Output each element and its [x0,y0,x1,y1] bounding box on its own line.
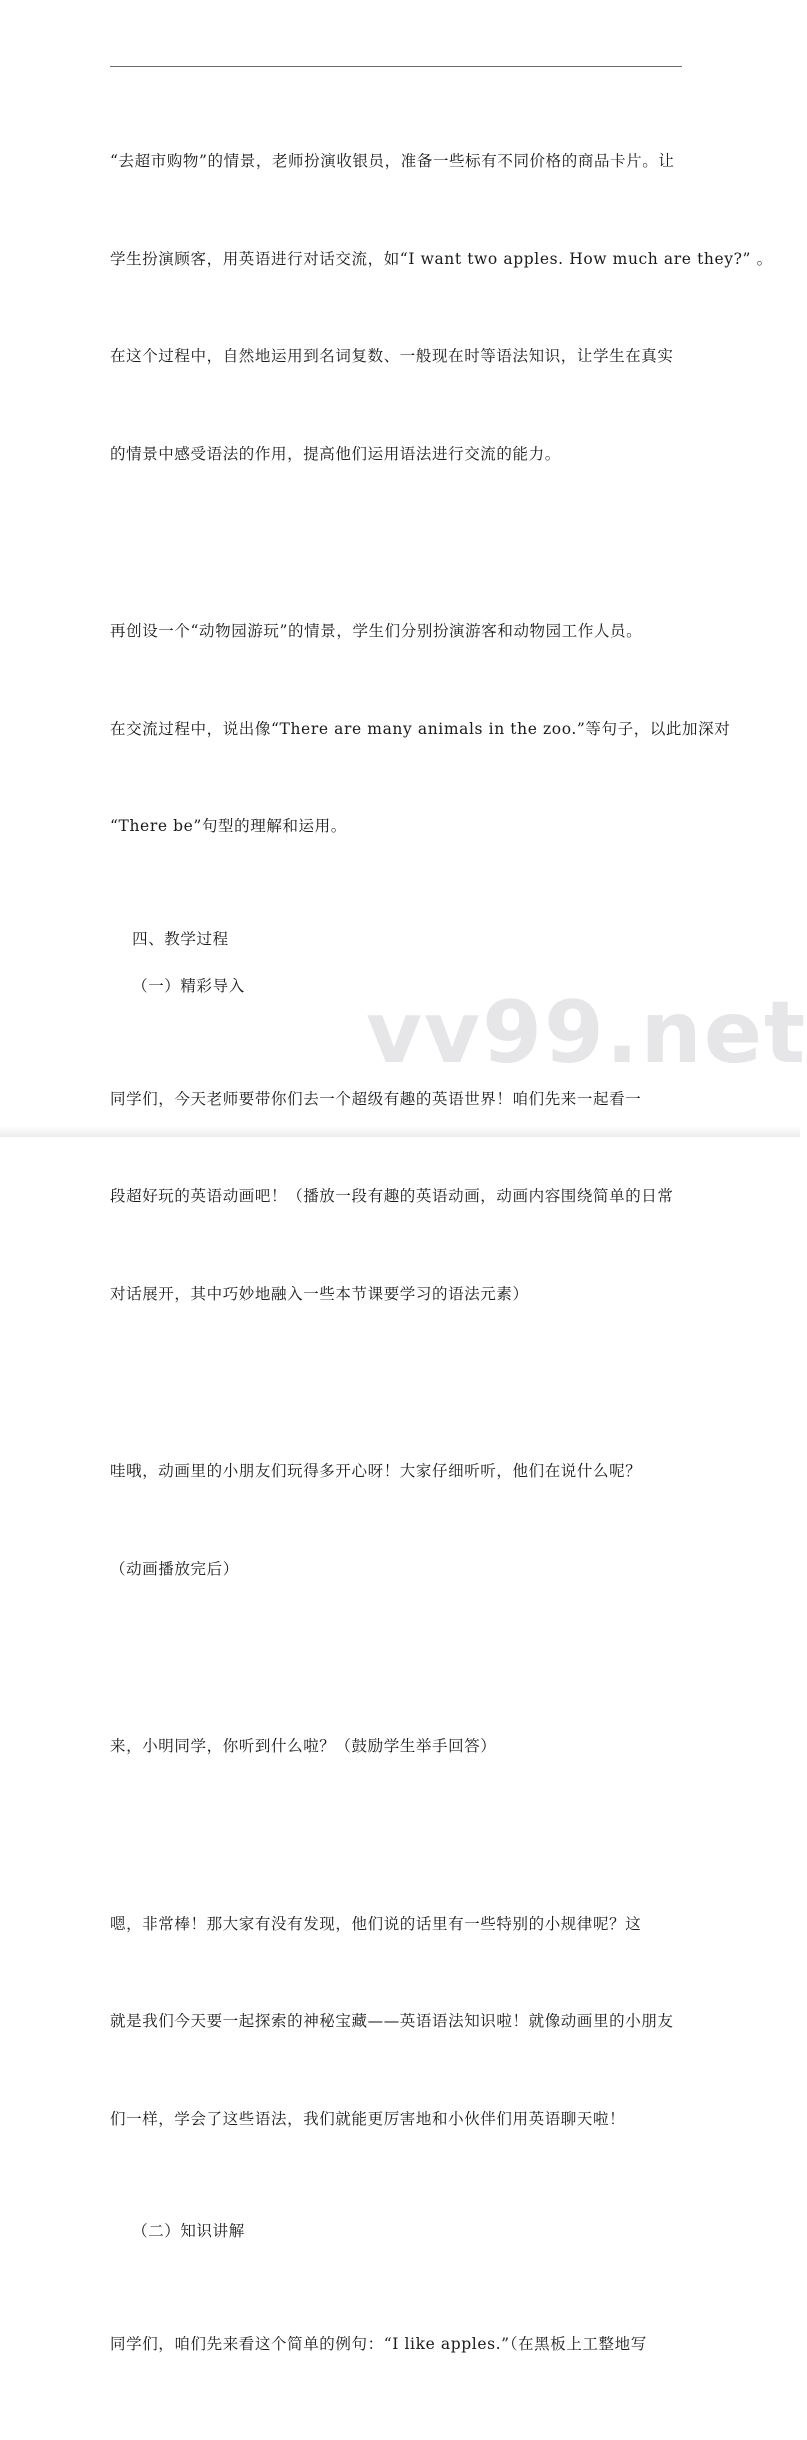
text-line: 同学们，今天老师要带你们去一个超级有趣的英语世界！咱们先来一起看一 [110,1089,642,1108]
text-line: 在这个过程中，自然地运用到名词复数、一般现在时等语法知识，让学生在真实 [110,347,674,365]
document-body [110,80,773,2440]
text-line: “去超市购物”的情景，老师扮演收银员，准备一些标有不同价格的商品卡片。让 [110,152,675,170]
text-line: 们一样，学会了这些语法，我们就能更厉害地和小伙伴们用英语聊天啦！ [110,2109,626,2128]
paragraph-grammar-treasure [110,1843,690,2201]
header-rule [110,66,682,67]
paragraph-supermarket-scenario [110,80,773,535]
text-line: 在交流过程中，说出像“There are many animals in the zoo.”等句子，以此加深对 [110,719,731,738]
section-heading-teaching-process: 四、教学过程 [110,929,229,948]
text-line: 嗯，非常棒！那大家有没有发现，他们说的话里有一些特别的小规律呢？这 [110,1914,642,1933]
text-line: “There be”句型的理解和运用。 [110,817,347,835]
text-line: 就是我们今天要一起探索的神秘宝藏——英语语法知识啦！就像动画里的小朋友 [110,2012,674,2030]
page-bottom-edge [0,1126,800,1137]
paragraph-example-sentence [110,2263,690,2426]
text-line: 来，小明同学，你听到什么啦？（鼓励学生举手回答） [110,1737,497,1755]
text-line: 的情景中感受语法的作用，提高他们运用语法进行交流的能力。 [110,444,561,463]
subsection-heading-introduction: （一）精彩导入 [110,977,245,995]
site-watermark: vv99.net [366,983,807,1083]
text-line: 哇哦，动画里的小朋友们玩得多开心呀！大家仔细听听，他们在说什么呢？ [110,1462,642,1480]
subsection-heading-knowledge-explanation: （二）知识讲解 [110,2222,245,2240]
paragraph-xiaoming-question [110,1665,690,1828]
paragraph-zoo-scenario [110,550,731,908]
text-line: 段超好玩的英语动画吧！（播放一段有趣的英语动画，动画内容围绕简单的日常 [110,1187,674,1205]
text-line: 对话展开，其中巧妙地融入一些本节课要学习的语法元素） [110,1284,529,1303]
paragraph-after-animation [110,1390,690,1650]
text-line: 学生扮演顾客，用英语进行对话交流，如“I want two apples. How much are they?” 。 [110,249,773,268]
text-line: 再创设一个“动物园游玩”的情景，学生们分别扮演游客和动物园工作人员。 [110,622,643,640]
text-line: （动画播放完后） [110,1559,239,1578]
text-line: 同学们，咱们先来看这个简单的例句：“I like apples.”（在黑板上工整地写 [110,2334,647,2353]
